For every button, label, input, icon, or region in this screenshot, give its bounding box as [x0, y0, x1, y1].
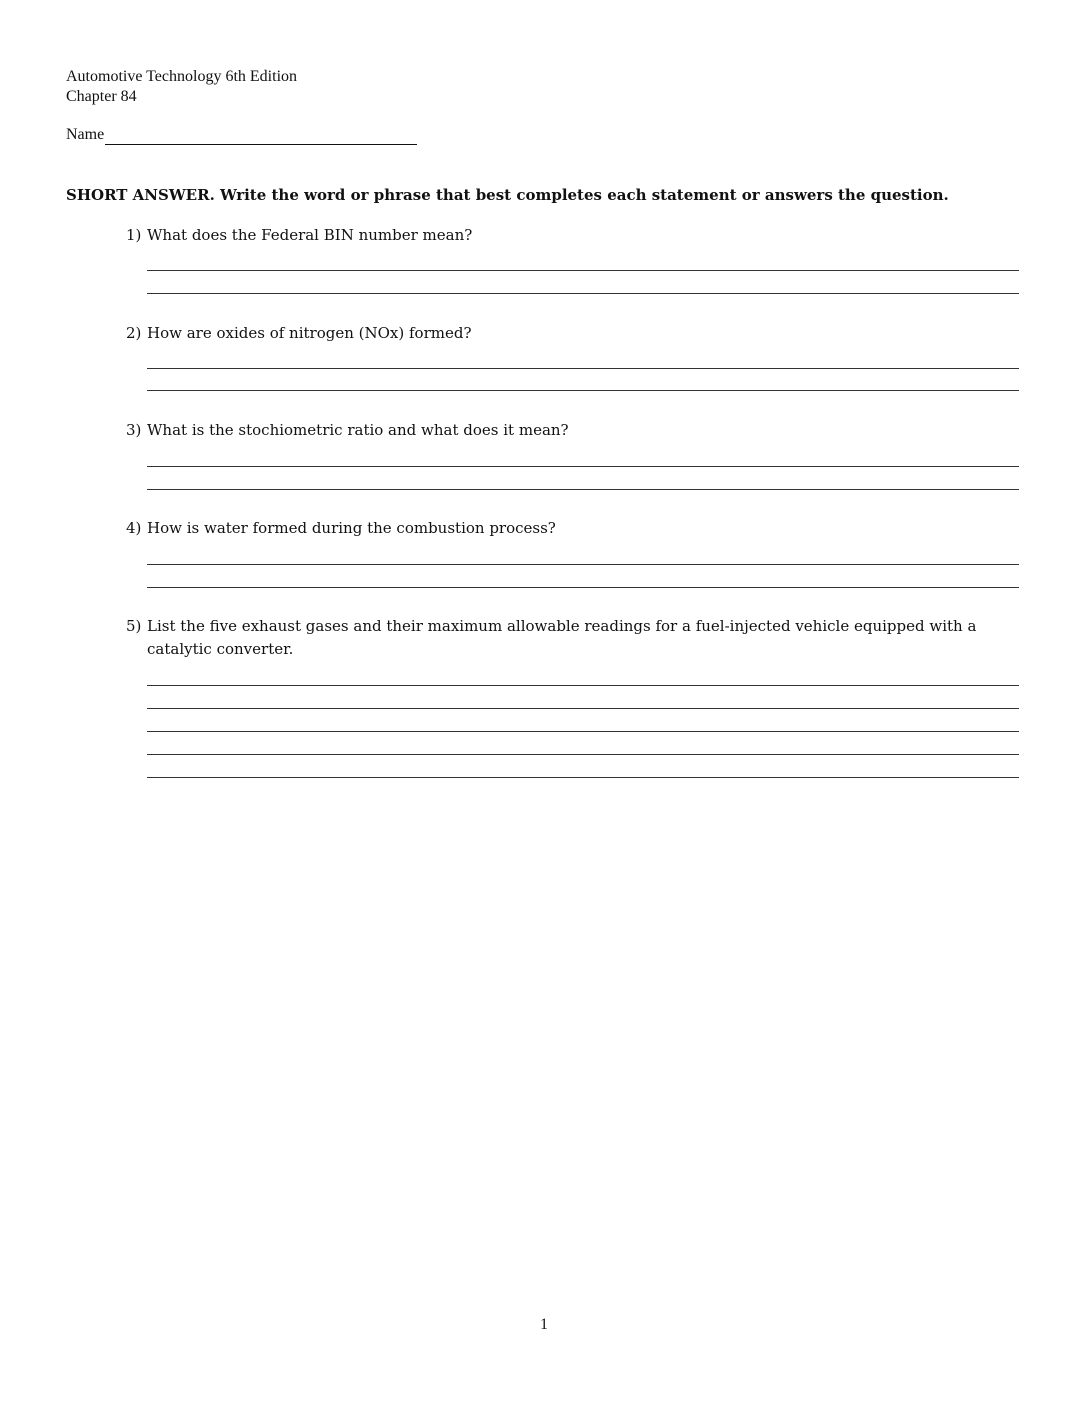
instructions: SHORT ANSWER. Write the word or phrase that best completes each statement or answers the question. — [66, 186, 949, 204]
question-4 — [126, 517, 1021, 540]
question-text: How is water formed during the combustion process? — [147, 519, 556, 537]
answer-line — [147, 685, 1019, 686]
answer-line — [147, 731, 1019, 732]
answer-line — [147, 564, 1019, 565]
answer-line — [147, 390, 1019, 391]
question-number: 2) — [126, 324, 142, 342]
chapter-label: Chapter 84 — [66, 88, 137, 105]
answer-line — [147, 489, 1019, 490]
name-label: Name — [66, 126, 105, 143]
question-3 — [126, 419, 1021, 442]
page-number: 1 — [540, 1316, 548, 1333]
answer-line — [147, 708, 1019, 709]
answer-line — [147, 587, 1019, 588]
name-row — [66, 125, 417, 145]
question-text: What is the stochiometric ratio and what does it mean? — [147, 421, 569, 439]
answer-line — [147, 368, 1019, 369]
question-1 — [126, 224, 1021, 247]
answer-line — [147, 777, 1019, 778]
question-number: 5) — [126, 617, 142, 635]
question-5 — [126, 615, 1021, 661]
answer-line — [147, 754, 1019, 755]
question-number: 4) — [126, 519, 142, 537]
book-title: Automotive Technology 6th Edition — [66, 68, 298, 85]
question-number: 1) — [126, 226, 142, 244]
question-text: List the five exhaust gases and their maximum allowable readings for a fuel-injected vehicle equipped with a catalytic converter. — [147, 617, 977, 658]
answer-line — [147, 293, 1019, 294]
answer-line — [147, 466, 1019, 467]
question-2 — [126, 322, 1021, 345]
question-text: What does the Federal BIN number mean? — [147, 226, 473, 244]
question-number: 3) — [126, 421, 142, 439]
name-blank-line — [105, 126, 417, 145]
question-text: How are oxides of nitrogen (NOx) formed? — [147, 324, 472, 342]
answer-line — [147, 270, 1019, 271]
